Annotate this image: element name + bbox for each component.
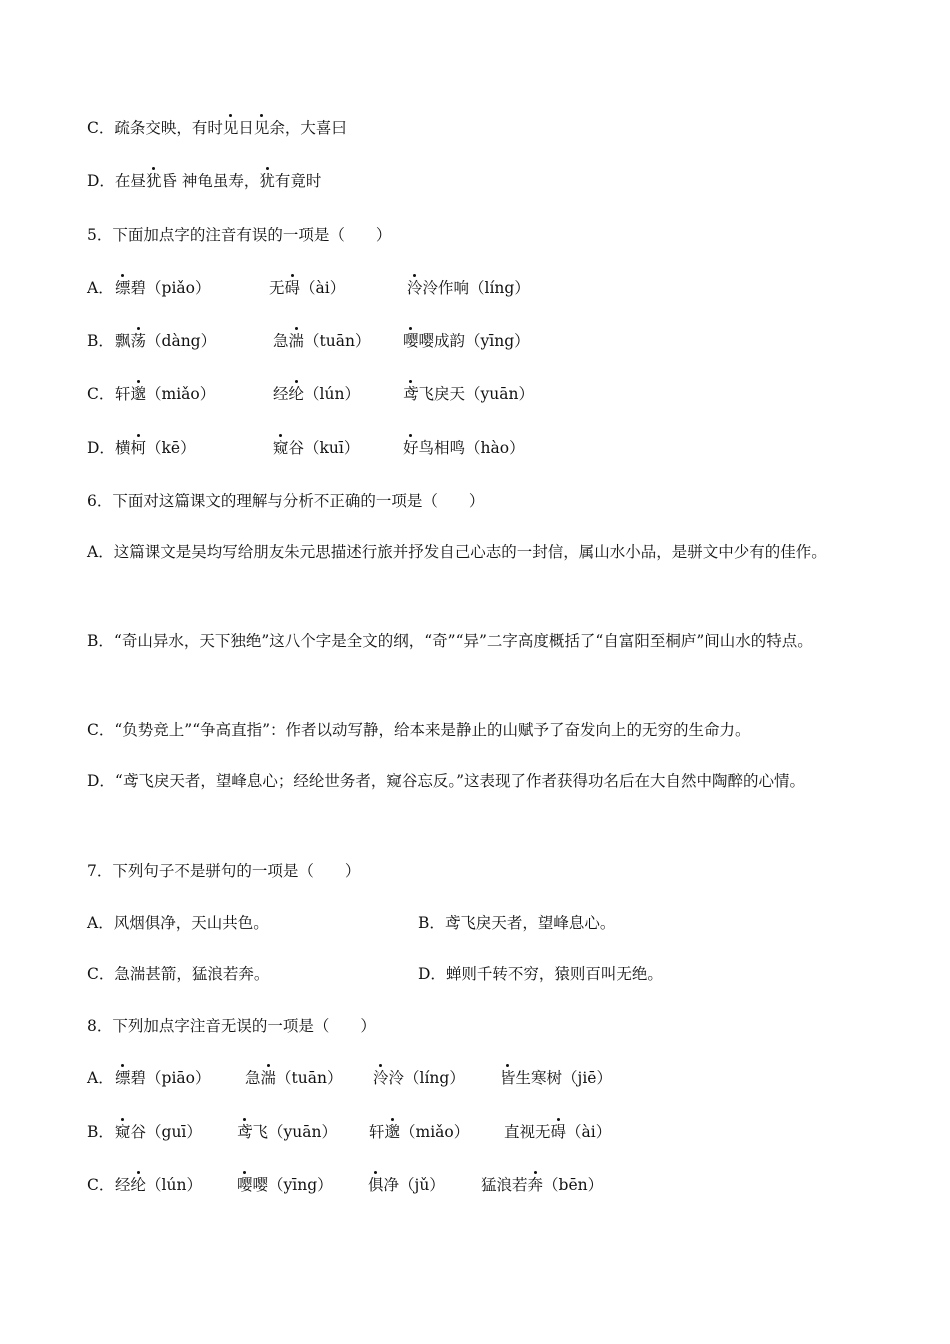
emphasis-char: 奔 bbox=[527, 1176, 544, 1194]
emphasis-char: 泠 bbox=[407, 279, 423, 297]
q7-option-b: B．鸢飞戾天者，望峰息心。 bbox=[418, 914, 616, 932]
emphasis-char: 窥 bbox=[273, 439, 289, 457]
q6-option-d: D．“鸢飞戾天者，望峰息心；经纶世务者，窥谷忘反。”这表现了作者获得功名后在大自然中陶醉的心情。 bbox=[87, 772, 806, 790]
q5-option-c: C． 轩邈（miǎo） 经纶（lún） 鸢飞戾天（yuān） bbox=[87, 385, 534, 403]
q6-option-b: B．“奇山异水，天下独绝”这八个字是全文的纲，“奇”“异”二字高度概括了“自富阳至桐庐”间山水的特点。 bbox=[87, 632, 813, 650]
emphasis-char: 碍 bbox=[550, 1123, 567, 1141]
q6-option-c: C．“负势竞上”“争高直指”：作者以动写静，给本来是静止的山赋予了奋发向上的无穷的生命力。 bbox=[87, 721, 751, 739]
emphasis-char: 湍 bbox=[288, 332, 305, 350]
q7-option-a: A．风烟俱净，天山共色。 bbox=[87, 914, 269, 932]
emphasis-char: 鸢 bbox=[237, 1123, 253, 1141]
emphasis-char: 好 bbox=[403, 439, 419, 457]
q6-option-a: A．这篇课文是吴均写给朋友朱元思描述行旅并抒发自己心志的一封信，属山水小品，是骈文中少有的佳作。 bbox=[87, 543, 827, 561]
emphasis-char: 见 bbox=[222, 119, 239, 137]
q5-option-a: A． 缥碧（piǎo） 无碍（ài） 泠泠作响（líng） bbox=[87, 279, 530, 297]
q8-option-b: B． 窥谷（guī） 鸢飞（yuān） 轩邈（miǎo） 直视无碍（ài） bbox=[87, 1123, 612, 1141]
emphasis-char: 泠 bbox=[373, 1069, 389, 1087]
emphasis-char: 荡 bbox=[130, 332, 147, 350]
q5-option-d: D． 横柯（kē） 窥谷（kuī） 好鸟相鸣（hào） bbox=[87, 439, 525, 457]
emphasis-char: 缥 bbox=[115, 279, 131, 297]
q7-option-d: D．蝉则千转不穷，猿则百叫无绝。 bbox=[418, 965, 663, 983]
emphasis-char: 鸢 bbox=[403, 385, 419, 403]
emphasis-char: 皆 bbox=[500, 1069, 516, 1087]
emphasis-char: 纶 bbox=[130, 1176, 147, 1194]
q7-stem: 7．下列句子不是骈句的一项是（ ） bbox=[87, 862, 361, 880]
emphasis-char: 纶 bbox=[288, 385, 305, 403]
q8-option-a: A． 缥碧（piāo） 急湍（tuān） 泠泠（líng） 皆生寒树（jiē） bbox=[87, 1069, 612, 1087]
q5-option-b: B． 飘荡（dàng） 急湍（tuān） 嘤嘤成韵（yīng） bbox=[87, 332, 530, 350]
emphasis-char: 犹 bbox=[259, 172, 275, 190]
emphasis-char: 窥 bbox=[115, 1123, 131, 1141]
emphasis-char: 邈 bbox=[130, 385, 147, 403]
emphasis-char: 湍 bbox=[260, 1069, 277, 1087]
q4-option-d: D．在昼犹昏 神龟虽寿，犹有竟时 bbox=[87, 172, 322, 190]
emphasis-char: 嘤 bbox=[403, 332, 419, 350]
emphasis-char: 柯 bbox=[130, 439, 147, 457]
emphasis-char: 见 bbox=[253, 119, 270, 137]
q8-stem: 8．下列加点字注音无误的一项是（ ） bbox=[87, 1017, 376, 1035]
q6-stem: 6．下面对这篇课文的理解与分析不正确的一项是（ ） bbox=[87, 492, 485, 510]
emphasis-char: 邈 bbox=[384, 1123, 401, 1141]
emphasis-char: 俱 bbox=[368, 1176, 384, 1194]
q8-option-c: C． 经纶（lún） 嘤嘤（yīng） 俱净（jǔ） 猛浪若奔（bēn） bbox=[87, 1176, 604, 1194]
emphasis-char: 犹 bbox=[145, 172, 162, 190]
q4-option-c: C．疏条交映，有时见日见余，大喜曰 bbox=[87, 119, 347, 137]
q7-option-c: C．急湍甚箭，猛浪若奔。 bbox=[87, 965, 270, 983]
emphasis-char: 碍 bbox=[284, 279, 301, 297]
emphasis-char: 嘤 bbox=[237, 1176, 253, 1194]
q5-stem: 5．下面加点字的注音有误的一项是（ ） bbox=[87, 226, 392, 244]
emphasis-char: 缥 bbox=[115, 1069, 131, 1087]
